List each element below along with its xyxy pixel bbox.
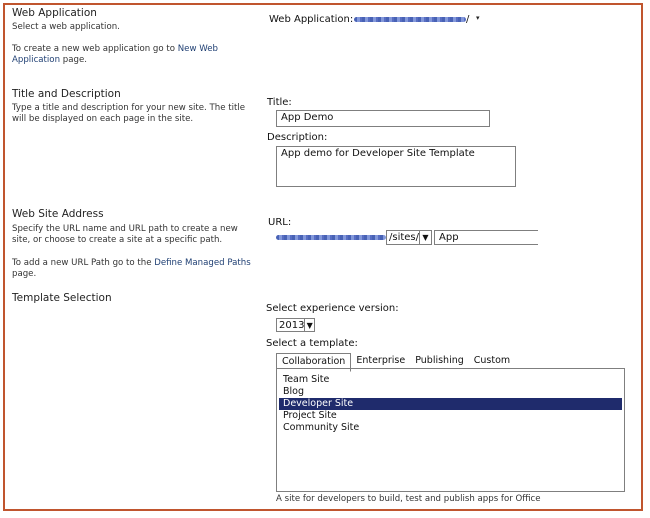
new-web-application-link[interactable]: New Web Application [12,44,218,65]
url-path-value: /sites/ [389,232,420,243]
web-application-description: Select a web application. [12,22,120,32]
list-item-developer-site[interactable]: Developer Site [279,398,622,410]
description-label: Description: [267,132,328,143]
title-description-heading: Title and Description [12,88,121,100]
web-site-address-help: Specify the URL name and URL path to create a new site, or choose to create a site at a specific path. [12,224,238,245]
tab-publishing[interactable]: Publishing [415,355,464,366]
web-site-address-heading: Web Site Address [12,208,104,220]
list-item-project-site[interactable]: Project Site [283,410,337,421]
list-item-team-site[interactable]: Team Site [283,374,330,385]
new-web-app-prefix: To create a new web application go to [12,44,178,54]
define-managed-paths-link[interactable]: Define Managed Paths [154,258,251,268]
title-input[interactable]: App Demo [276,110,490,127]
experience-version-select[interactable] [276,318,315,332]
select-template-label: Select a template: [266,338,358,349]
web-application-url-redacted [354,17,466,22]
template-tabs [276,353,515,369]
managed-paths-prefix: To add a new URL Path go to the [12,258,155,268]
url-path-select[interactable] [386,230,432,245]
experience-version-label: Select experience version: [266,303,399,314]
web-application-dropdown-icon[interactable]: ▾ [476,14,480,22]
managed-paths-suffix: page. [12,269,37,279]
new-web-application-text [12,44,232,66]
web-application-heading: Web Application [12,7,97,19]
tab-enterprise[interactable]: Enterprise [356,355,406,366]
template-description: A site for developers to build, test and publish apps for Office [276,494,541,504]
list-item-community-site[interactable]: Community Site [283,422,360,433]
url-host-redacted [276,235,386,240]
description-textarea[interactable]: App demo for Developer Site Template [276,146,516,187]
list-item-blog[interactable]: Blog [283,386,304,397]
url-name-input[interactable]: App [434,230,538,245]
chevron-down-icon: ▼ [304,319,314,331]
url-label: URL: [268,217,292,228]
template-list[interactable] [276,368,625,492]
title-label: Title: [267,97,292,108]
chevron-down-icon: ▼ [419,231,431,244]
new-web-app-suffix: page. [60,55,87,65]
title-description-help: Type a title and description for your new site. The title will be displayed on each page in the site. [12,103,246,124]
managed-paths-text [12,258,252,280]
template-selection-heading: Template Selection [12,292,112,304]
tab-collaboration[interactable]: Collaboration [276,353,351,372]
web-application-label: Web Application: [269,14,354,25]
tab-custom[interactable]: Custom [473,355,511,366]
experience-version-value: 2013 [279,319,305,331]
web-application-url-suffix: / [466,14,470,25]
